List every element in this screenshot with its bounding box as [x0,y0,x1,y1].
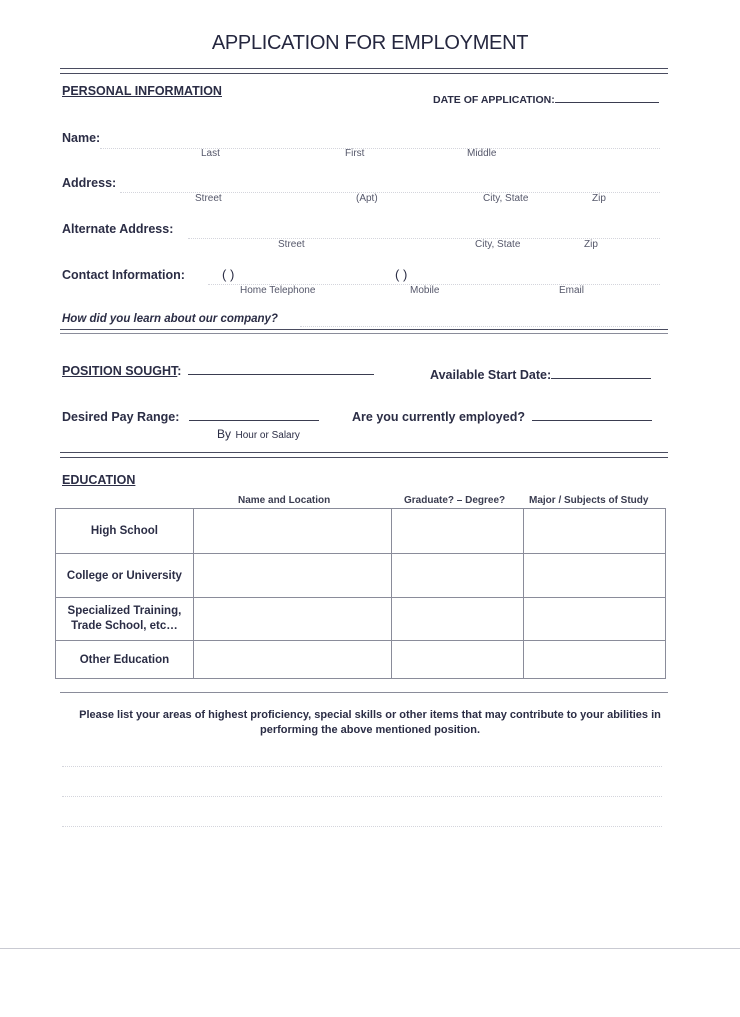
table-row [56,641,666,679]
row-label-college: College or University [56,554,194,598]
row-label-high-school: High School [56,509,194,554]
college-degree-cell[interactable] [392,554,524,598]
college-major-cell[interactable] [524,554,666,598]
desired-pay-label: Desired Pay Range: [62,410,180,424]
contact-sub-email: Email [559,285,585,296]
contact-sub-home-telephone: Home Telephone [240,285,316,296]
available-start-date-field[interactable] [430,366,651,384]
table-row [56,554,666,598]
currently-employed-field[interactable] [352,408,652,426]
other-major-cell[interactable] [524,641,666,679]
desired-pay-line[interactable] [189,408,319,421]
table-row [56,509,666,554]
skills-instructions [0,708,740,738]
row-label-other: Other Education [56,641,194,679]
date-of-application-field[interactable] [433,90,659,106]
specialized-major-cell[interactable] [524,598,666,641]
alt-address-label: Alternate Address: [62,222,174,236]
high-school-name-cell[interactable] [193,509,392,554]
col-header-graduate-degree: Graduate? – Degree? [404,495,506,506]
contact-sub-mobile: Mobile [410,285,440,296]
education-heading: EDUCATION [62,473,136,487]
position-divider-top [60,452,668,453]
page-bottom-edge [0,948,740,949]
position-sought-colon: : [177,364,182,378]
address-label: Address: [62,176,117,190]
name-sub-first: First [345,148,365,159]
col-header-name-location: Name and Location [238,495,331,506]
position-sought-field[interactable] [62,362,374,380]
specialized-degree-cell[interactable] [392,598,524,641]
high-school-major-cell[interactable] [524,509,666,554]
pay-unit-by: By [217,427,232,441]
header-divider-bottom [60,73,668,74]
position-sought-label: POSITION SOUGHT [62,364,178,378]
date-of-application-label: DATE OF APPLICATION: [433,94,555,106]
how-learn-line[interactable] [300,326,660,327]
how-learn-label: How did you learn about our company? [62,313,278,325]
header-divider-top [60,68,668,69]
pay-unit-note [217,425,300,443]
mobile-parens: ( ) [395,267,408,282]
date-of-application-line[interactable] [555,90,659,103]
available-start-date-line[interactable] [551,366,651,379]
alt-address-sub-zip: Zip [584,239,598,250]
position-divider-bottom [60,457,668,458]
other-name-cell[interactable] [193,641,392,679]
name-label: Name: [62,131,101,145]
currently-employed-line[interactable] [532,408,652,421]
skills-answer-line-1[interactable] [62,766,662,767]
personal-divider-top [60,329,668,330]
skills-answer-line-3[interactable] [62,826,662,827]
pay-unit-rest: Hour or Salary [235,430,300,441]
alt-address-sub-city-state: City, State [475,239,521,250]
high-school-degree-cell[interactable] [392,509,524,554]
row-label-specialized: Specialized Training, Trade School, etc… [56,598,194,641]
available-start-date-label: Available Start Date: [430,368,552,382]
table-row [56,598,666,641]
address-sub-zip: Zip [592,193,606,204]
name-sub-middle: Middle [467,148,497,159]
name-sub-last: Last [201,148,220,159]
address-sub-apt: (Apt) [356,193,378,204]
position-sought-line[interactable] [188,362,374,375]
name-line[interactable] [100,148,660,149]
home-telephone-parens: ( ) [222,267,235,282]
contact-info-label: Contact Information: [62,268,185,282]
skills-text: Please list your areas of highest proficiency, special skills or other items that may contribute to your abilities in performing the above mentioned position. [79,709,661,736]
address-sub-city-state: City, State [483,193,529,204]
desired-pay-field[interactable] [62,408,319,426]
address-sub-street: Street [195,193,222,204]
skills-answer-line-2[interactable] [62,796,662,797]
specialized-name-cell[interactable] [193,598,392,641]
other-degree-cell[interactable] [392,641,524,679]
form-title: APPLICATION FOR EMPLOYMENT [211,32,529,54]
currently-employed-label: Are you currently employed? [352,410,525,424]
alt-address-sub-street: Street [278,239,305,250]
personal-info-heading: PERSONAL INFORMATION [62,84,222,98]
college-name-cell[interactable] [193,554,392,598]
col-header-major: Major / Subjects of Study [529,495,649,506]
education-table [55,508,666,679]
education-divider [60,692,668,693]
personal-divider-bottom [60,333,668,334]
